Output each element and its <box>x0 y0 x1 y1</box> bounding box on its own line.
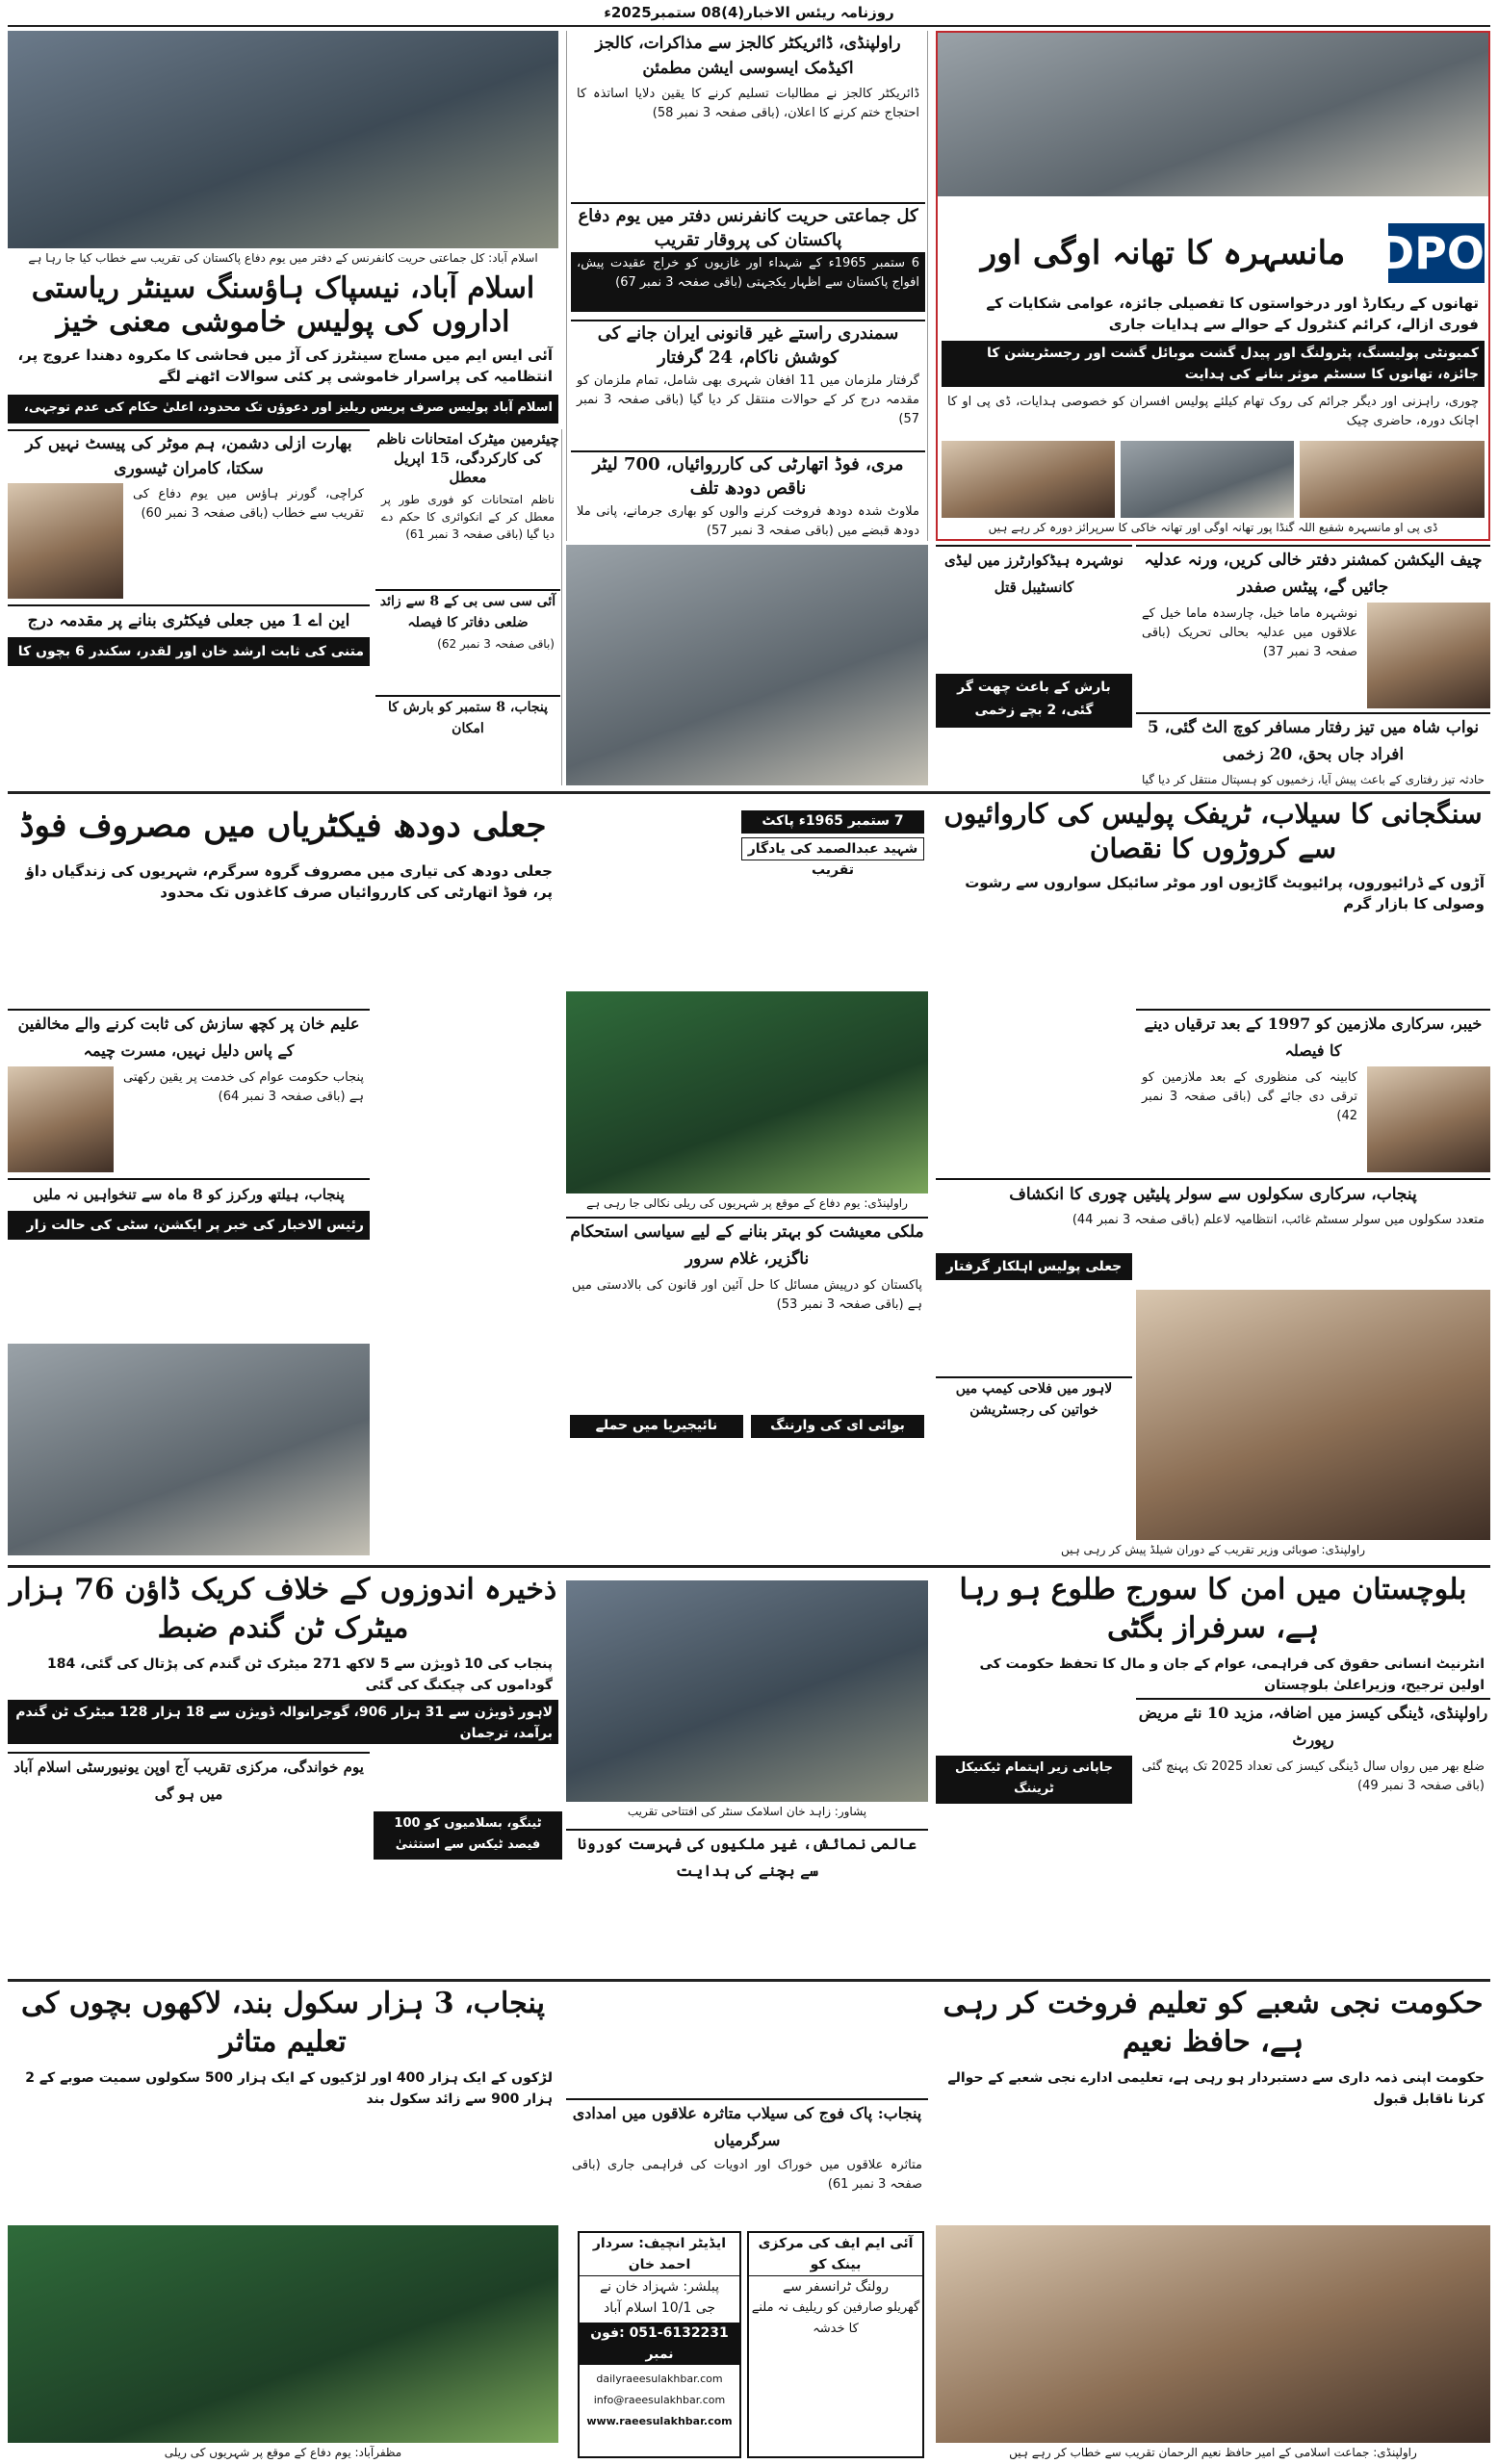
ombudsman-body: کابینہ کی منظوری کے بعد ملازمین کو ترقی دی جائے گی (باقی صفحہ 3 نمبر 42) <box>1142 1070 1357 1123</box>
center-left-column <box>374 429 562 785</box>
bugti-sub: انٹرنیٹ انسانی حقوق کی فراہمی، عوام کے جان و مال کا تحفظ حکومت کی اولین ترجیح، وزیراعلیٰ بلوچستان <box>979 1656 1485 1693</box>
massage-centre-sub: آئی ایس ایم میں مساج سینٹرز کی آڑ میں فحاشی کا مکروہ دھندا عروج پر، انتظامیہ کی پراسرار خاموشی پر کئی سوالات اٹھنے لگے <box>17 346 553 385</box>
na1-sub: متنی کی ثابت ارشد خان اور لقدر، سکندر 6 بچوں کا <box>8 637 370 666</box>
nigeria-tag: نائیجیریا میں حملے <box>570 1415 743 1438</box>
dpo-story-box <box>936 31 1490 541</box>
dpo-body: چوری، راہزنی اور دیگر جرائم کی روک تھام کیلئے پولیس افسران کو خصوصی ہدایات، ڈی پی او کا اچانک دورہ، حاضری چیک <box>947 395 1479 428</box>
hafiz-naeem-photo <box>936 2225 1490 2443</box>
health-workers-headline: پنجاب، ہیلتھ ورکرز کو 8 ماہ سے تنخواہیں نہ ملیں <box>8 1178 370 1207</box>
dengue-body: ضلع بھر میں رواں سال ڈینگی کیسز کی تعداد 2025 تک پہنچ گئی (باقی صفحہ 3 نمبر 49) <box>1142 1759 1485 1793</box>
imf-notice-body: گھریلو صارفین کو ریلیف نہ ملنے کا خدشہ <box>751 2300 920 2336</box>
flags-rally-photo <box>8 2225 558 2443</box>
editor-label: ایڈیٹر انچیف: سردار احمد خان <box>580 2233 739 2276</box>
nowshera-headline: نوشہرہ ہیڈکوارٹرز میں لیڈی کانسٹیبل قتل <box>936 545 1132 599</box>
martyr-tag: شہید عبدالصمد کی یادگار تقریب <box>741 837 924 860</box>
fake-milk-headline: جعلی دودھ فیکٹریاں میں مصروف فوڈ <box>19 807 547 845</box>
phone: 051-6132231 :فون نمبر <box>580 2323 739 2365</box>
masthead-rule <box>8 25 1490 27</box>
coach-body: حادثہ تیز رفتاری کے باعث پیش آیا، زخمیوں کو ہسپتال منتقل کر دیا گیا <box>1142 773 1485 786</box>
traffic-police-headline: سنگجانی کا سیلاب، ٹریفک پولیس کی کاروائیوں سے کروڑوں کا نقصان <box>943 798 1483 864</box>
army-relief-headline: پنجاب: پاک فوج کی سیلاب متاثرہ علاقوں میں امدادی سرگرمیاں <box>566 2098 928 2152</box>
address: جی 10/1 اسلام آباد <box>603 2300 716 2316</box>
welfare-camp-headline: لاہور میں فلاحی کیمپ میں خواتین کی رجسٹریشن <box>936 1376 1132 1419</box>
tessori-body: کراچی، گورنر ہاؤس میں یوم دفاع کی تقریب سے خطاب (باقی صفحہ 3 نمبر 60) <box>133 487 364 521</box>
iran-body: گرفتار ملزمان میں 11 افغان شہری بھی شامل، تمام ملزمان کو مقدمہ درج کر کے حوالات منتقل کر دیا گیا (باقی صفحہ 3 نمبر 57) <box>577 373 919 426</box>
dpo-sub1: تھانوں کے ریکارڈ اور درخواستوں کا تفصیلی جائزہ، عوامی شکایات کے فوری ازالے، کرائم کنٹرول کے حوالے سے ہدایات جاری <box>986 295 1479 333</box>
bugti-headline: بلوچستان میں امن کا سورج طلوع ہو رہا ہے، سرفراز بگٹی <box>959 1573 1467 1645</box>
wheat-sub: پنجاب کی 10 ڈویژن سے 5 لاکھ 271 میٹرک ٹن گندم کی پڑتال کی گئی، 184 گوداموں کی چیکنگ کی گئی <box>46 1656 553 1693</box>
army-relief-body: متاثرہ علاقوں میں خوراک اور ادویات کی فراہمی جاری (باقی صفحہ 3 نمبر 61) <box>572 2158 922 2192</box>
hurriyat-headline: کل جماعتی حریت کانفرنس دفتر میں یوم دفاع پاکستان کی پروقار تقریب <box>571 202 925 250</box>
flags-rally-caption: مظفرآباد: یوم دفاع کے موقع پر شہریوں کی ریلی <box>8 2445 558 2462</box>
tessori-headline: بھارت ازلی دشمن، ہم موٹر کی پیسٹ نہیں کر سکتا، کامران ٹیسوری <box>8 429 370 479</box>
fake-milk-sub: جعلی دودھ کی تیاری میں مصروف گروہ سرگرم، شہریوں کی زندگیاں داؤ پر، فوڈ اتھارٹی کی کارروائیاں صرف کاغذوں تک محدود <box>25 862 553 901</box>
hafiz-naeem-caption: راولپنڈی: جماعت اسلامی کے امیر حافظ نعیم الرحمان تقریب سے خطاب کر رہے ہیں <box>936 2445 1490 2462</box>
fake-police-headline: جعلی پولیس اہلکار گرفتار <box>936 1253 1132 1280</box>
exams-body: ناظم امتحانات کو فوری طور پر معطل کر کے انکوائری کا حکم دے دیا گیا (باقی صفحہ 3 نمبر 61) <box>381 493 555 541</box>
top-center-column <box>566 31 928 541</box>
traffic-police-sub: آڑوں کے ڈرائیوروں، پرائیویٹ گاڑیوں اور موٹر سائیکل سواروں سے رشوت وصولی کا بازار گرم <box>965 874 1485 912</box>
iccb-headline: آئی سی سی بی کے 8 سے زائد ضلعی دفاتر کا فیصلہ <box>375 589 560 631</box>
band2-rule <box>8 791 1490 794</box>
ombudsman-photo <box>1367 1066 1490 1172</box>
dengue-headline: راولپنڈی، ڈینگی کیسز میں اضافہ، مزید 10 نئے مریض رپورٹ <box>1136 1698 1490 1752</box>
imprint-box <box>578 2231 741 2458</box>
imf-notice-title: آئی ایم ایف کی مرکزی بینک کو <box>749 2233 922 2276</box>
rain-photo <box>566 545 928 785</box>
murree-headline: مری، فوڈ اتھارٹی کی کارروائیاں، 700 لیٹر ناقص دودھ تلف <box>571 450 925 499</box>
schools-closed-headline: پنجاب، 3 ہزار سکول بند، لاکھوں بچوں کی تعلیم متاثر <box>21 1987 545 2059</box>
dpo-visit-photo <box>938 33 1488 196</box>
dpo-photo-2 <box>942 441 1115 518</box>
hurriyat-body: 6 ستمبر 1965ء کے شہداء اور غازیوں کو خراج عقیدت پیش، افواج پاکستان سے اظہار یکجہتی (باقی صفحہ 3 نمبر 67) <box>571 252 925 312</box>
dpo-photo-3 <box>1121 441 1294 518</box>
trucks-photo <box>8 1344 370 1555</box>
hafiz-naeem-headline: حکومت نجی شعبے کو تعلیم فروخت کر رہی ہے، حافظ نعیم <box>943 1987 1484 2059</box>
islamic-centre-caption: پشاور: زاہد خان اسلامک سنٹر کی افتتاحی تقریب <box>566 1804 928 1821</box>
murree-body: ملاوٹ شدہ دودھ فروخت کرنے والوں کو بھاری جرمانے، پانی ملا دودھ قبضے میں (باقی صفحہ 3 نمبر 57) <box>577 504 919 538</box>
imf-notice-box <box>747 2231 924 2458</box>
dpo-label: DPO <box>1388 223 1485 283</box>
tax-exemption-headline: ٹینگو، بسلامیوں کو 100 فیصد ٹیکس سے استثنیٰ <box>374 1811 562 1860</box>
dpo-photo-4 <box>1300 441 1485 518</box>
wheat-headline: ذخیرہ اندوزوں کے خلاف کریک ڈاؤن 76 ہزار میٹرک ٹن گندم ضبط <box>9 1573 557 1645</box>
imf-notice-sub: رولنگ ٹرانسفر سے <box>782 2279 890 2295</box>
iran-headline: سمندری راستے غیر قانونی ایران جانے کی کوشش ناکام، 24 گرفتار <box>571 320 925 368</box>
cheema-body: پنجاب حکومت عوام کی خدمت پر یقین رکھتی ہے (باقی صفحہ 3 نمبر 64) <box>123 1070 364 1104</box>
iccb-body: (باقی صفحہ 3 نمبر 62) <box>437 637 555 651</box>
hurriyat-photo-caption: اسلام آباد: کل جماعتی حریت کانفرنس کے دفتر میں یوم دفاع پاکستان کی تقریب سے خطاب کیا جا رہا ہے <box>8 250 558 268</box>
publisher: پبلشر: شہزاد خان نے <box>599 2279 720 2295</box>
hafiz-naeem-sub: حکومت اپنی ذمہ داری سے دستبردار ہو رہی ہے، تعلیمی ادارے نجی شعبے کے حوالے کرنا ناقابل قبول <box>947 2070 1485 2107</box>
rain-headline: پنجاب، 8 ستمبر کو بارش کا امکان <box>375 695 560 737</box>
massage-centre-body: اسلام آباد پولیس صرف پریس ریلیز اور دعوؤں تک محدود، اعلیٰ حکام کی عدم توجہی، <box>8 395 558 424</box>
rally-photo <box>566 991 928 1194</box>
masthead: روزنامہ ریئس الاخبار(4)08 ستمبر2025ء <box>604 4 894 21</box>
band4-rule <box>8 1979 1490 1982</box>
rally-photo-caption: راولپنڈی: یوم دفاع کے موقع پر شہریوں کی ریلی نکالی جا رہی ہے <box>566 1195 928 1213</box>
massage-centre-headline: اسلام آباد، نیسپاک ہاؤسنگ سینٹر ریاستی اداروں کی پولیس خاموشی معنی خیز <box>31 271 535 339</box>
exams-headline: چیئرمین میٹرک امتحانات ناظم کی کارکردگی، 15 اپریل معطل <box>376 430 559 486</box>
dpo-headline: مانسہرہ کا تھانہ اوگی اور <box>980 234 1346 272</box>
election-headline: چیف الیکشن کمشنر دفتر خالی کریں، ورنہ عدلیہ جائیں گے، پیٹس صفدر <box>1136 545 1490 599</box>
ombudsman-headline: خیبر، سرکاری ملازمین کو 1997 کے بعد ترقیاں دینے کا فیصلہ <box>1136 1009 1490 1063</box>
wheat-sub2: لاہور ڈویژن سے 31 ہزار 906، گوجرانوالہ ڈویژن سے 18 ہزار 128 میٹرک ٹن گندم برآمد، ترجمان <box>8 1700 558 1744</box>
exhibition-headline: عالمی نمائش، غیر ملکیوں کی فہرست کورونا سے بچنے کی ہدایت <box>566 1829 928 1883</box>
solar-theft-headline: پنجاب، سرکاری سکولوں سے سولر پلیٹیں چوری کا انکشاف <box>936 1178 1490 1207</box>
website[interactable]: dailyraeesulakhbar.com <box>596 2373 723 2385</box>
email[interactable]: info@raeesulakhbar.com <box>593 2394 726 2406</box>
cheema-photo <box>8 1066 114 1172</box>
literacy-day-headline: یوم خواندگی، مرکزی تقریب آج اوپن یونیورسٹی اسلام آباد میں ہو گی <box>8 1752 370 1806</box>
japan-training-headline: جاپانی زیر اہتمام ٹیکنیکل ٹریننگ <box>936 1756 1132 1804</box>
islamic-centre-photo <box>566 1580 928 1802</box>
ghulam-sarwar-headline: ملکی معیشت کو بہتر بنانے کے لیے سیاسی استحکام ناگزیر، غلام سرور <box>566 1217 928 1270</box>
dpo-caption: ڈی پی او مانسہرہ شفیع اللہ گنڈا پور تھانہ اوگی اور تھانہ خاکی کا سرپرائز دورہ کر رہے ہیں <box>942 520 1485 537</box>
website2[interactable]: www.raeesulakhbar.com <box>586 2415 733 2427</box>
action-headline: رئیس الاخبار کی خبر پر ایکشن، سٹی کی حالت زار <box>8 1211 370 1240</box>
hurriyat-conference-photo <box>8 31 558 248</box>
warning-tag: بوائی ای کی وارننگ <box>751 1415 924 1438</box>
college-headline: راولپنڈی، ڈائریکٹر کالجز سے مذاکرات، کالجز اکیڈمک ایسوسی ایشن مطمئن <box>595 34 901 78</box>
election-body: نوشہرہ ماما خیل، چارسدہ ماما خیل کے علاقوں میں عدلیہ بحالی تحریک (باقی صفحہ 3 نمبر 37) <box>1142 606 1357 659</box>
cheema-headline: علیم خان پر کچھ سازش کی ثابت کرنے والے مخالفین کے پاس دلیل نہیں، مسرت چیمہ <box>8 1009 370 1063</box>
college-body: ڈائریکٹر کالجز نے مطالبات تسلیم کرنے کا یقین دلایا اساتذہ کا احتجاج ختم کرنے کا اعلان، (باقی صفحہ 3 نمبر 58) <box>577 87 919 120</box>
band3-rule <box>8 1565 1490 1568</box>
shield-photo-caption: راولپنڈی: صوبائی وزیر تقریب کے دوران شیلڈ پیش کر رہی ہیں <box>936 1542 1490 1559</box>
dpo-sub2: کمیونٹی پولیسنگ، پٹرولنگ اور پیدل گشت موبائل گشت اور رجسٹریشن کا جائزہ، تھانوں کا سسٹم موثر بنانے کی ہدایت <box>942 341 1485 387</box>
tessori-photo <box>8 483 123 599</box>
shield-photo <box>1136 1290 1490 1540</box>
na1-headline: این اے 1 میں جعلی فیکٹری بنانے پر مقدمہ درج <box>8 604 370 633</box>
defence-day-tag: 7 ستمبر 1965ء پاکٹ <box>741 810 924 834</box>
coach-headline: نواب شاہ میں تیز رفتار مسافر کوچ الٹ گئی، 5 افراد جاں بحق، 20 زخمی <box>1136 712 1490 766</box>
safdar-photo <box>1367 603 1490 708</box>
schools-closed-sub: لڑکوں کے ایک ہزار 400 اور لڑکیوں کے ایک ہزار 500 سکولوں سمیت صوبے کے 2 ہزار 900 سے زائد سکول بند <box>25 2070 553 2107</box>
roof-collapse-headline: بارش کے باعث چھت گر گئی، 2 بچے زخمی <box>936 674 1132 728</box>
solar-theft-body: متعدد سکولوں میں سولر سسٹم غائب، انتظامیہ لاعلم (باقی صفحہ 3 نمبر 44) <box>1072 1213 1485 1227</box>
ghulam-sarwar-body: پاکستان کو درپیش مسائل کا حل آئین اور قانون کی بالادستی میں ہے (باقی صفحہ 3 نمبر 53) <box>572 1278 922 1312</box>
